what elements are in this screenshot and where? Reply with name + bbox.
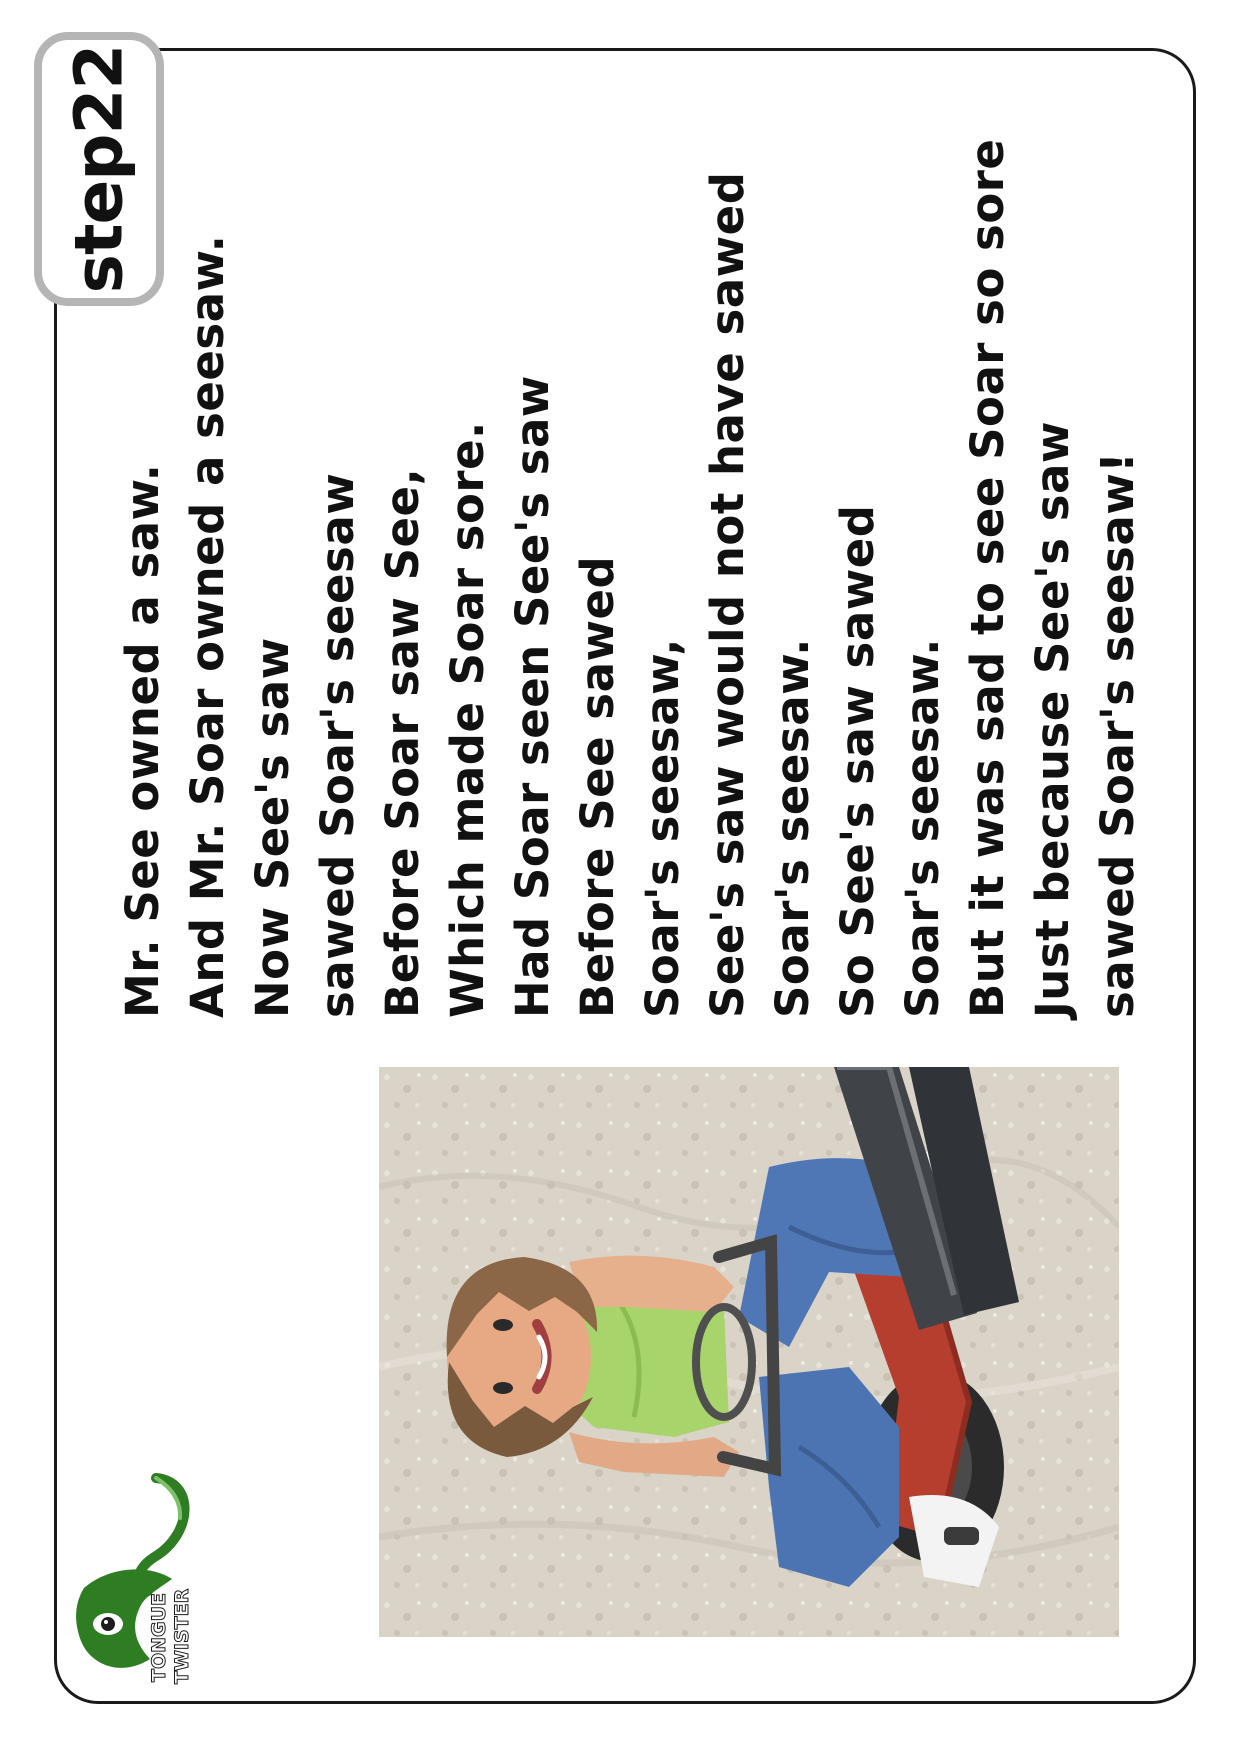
poem bbox=[110, 139, 1150, 1018]
poem-line: Before See sawed bbox=[571, 555, 624, 1018]
poem-line: sawed Soar's seesaw! bbox=[1091, 451, 1144, 1018]
poem-line: Soar's seesaw, bbox=[636, 638, 689, 1018]
logo-text-top: TONGUE bbox=[148, 1592, 170, 1682]
boy-on-seesaw-illustration bbox=[379, 1067, 1119, 1637]
poem-line: Soar's seesaw. bbox=[896, 638, 949, 1018]
step-label: step22 bbox=[60, 44, 138, 294]
poem-line: Had Soar seen See's saw bbox=[506, 375, 559, 1018]
poem-line: sawed Soar's seesaw bbox=[311, 472, 364, 1018]
poem-line: See's saw would not have sawed bbox=[701, 171, 754, 1018]
poem-line: Just because See's saw bbox=[1026, 421, 1079, 1018]
poem-line: Mr. See owned a saw. bbox=[116, 463, 169, 1018]
logo-text-bottom: TWISTER bbox=[171, 1588, 193, 1684]
poem-line: So See's saw sawed bbox=[831, 504, 884, 1018]
tongue-twister-logo bbox=[64, 1470, 194, 1690]
poem-line: Before Soar saw See, bbox=[376, 467, 429, 1018]
poem-line: Now See's saw bbox=[246, 637, 299, 1018]
poem-line: Soar's seesaw. bbox=[766, 638, 819, 1018]
poem-line: But it was sad to see Soar so sore bbox=[961, 138, 1014, 1018]
seesaw-photo bbox=[379, 1067, 1119, 1637]
poem-line: And Mr. Soar owned a seesaw. bbox=[181, 234, 234, 1018]
poem-line: Which made Soar sore. bbox=[441, 421, 494, 1018]
